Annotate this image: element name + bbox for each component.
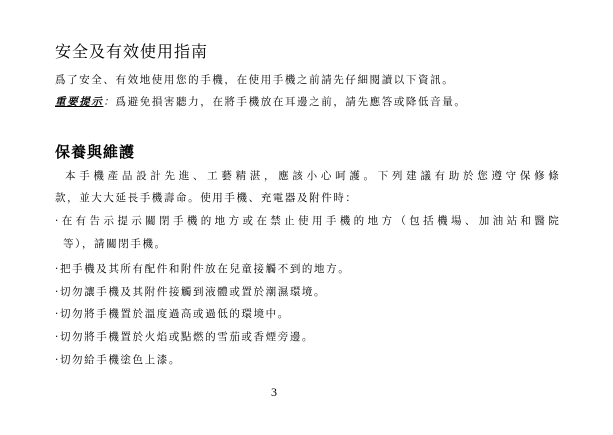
bullet-item-3: ·切勿讓手機及其附件接觸到液體或置於潮濕環境。 — [55, 286, 327, 298]
care-intro-line-1: 本手機產品設計先進、工藝精湛，應該小心呵護。下列建議有助於您遵守保修條 — [65, 170, 560, 182]
care-intro-line-2: 款，並大大延長手機壽命。使用手機、充電器及附件時： — [55, 192, 358, 204]
bullet-item-4: ·切勿將手機置於溫度過高或過低的環境中。 — [55, 308, 290, 320]
important-notice — [55, 94, 466, 109]
notice-label: 重要提示 — [55, 96, 104, 108]
bullet-item-2: ·把手機及其所有配件和附件放在兒童接觸不到的地方。 — [55, 263, 351, 275]
heading-safety: 安全及有效使用指南 — [55, 42, 209, 61]
page-number: 3 — [271, 385, 277, 399]
bullet-item-1-line-1: ·在有告示提示關閉手機的地方或在禁止使用手機的地方（包括機場、加油站和醫院 — [55, 215, 560, 227]
notice-separator: ： — [103, 96, 116, 108]
bullet-item-6: ·切勿給手機塗色上漆。 — [55, 354, 181, 366]
bullet-item-1-line-2: 等），請關閉手機。 — [63, 238, 167, 250]
heading-care: 保養與維護 — [55, 143, 136, 161]
notice-text: 爲避免損害聽力，在將手機放在耳邊之前，請先應答或降低音量。 — [115, 96, 467, 108]
safety-text: 爲了安全、有效地使用您的手機，在使用手機之前請先仔細閱讀以下資訊。 — [55, 74, 455, 86]
bullet-item-5: ·切勿將手機置於火焰或點燃的雪茄或香煙旁邊。 — [55, 331, 315, 343]
